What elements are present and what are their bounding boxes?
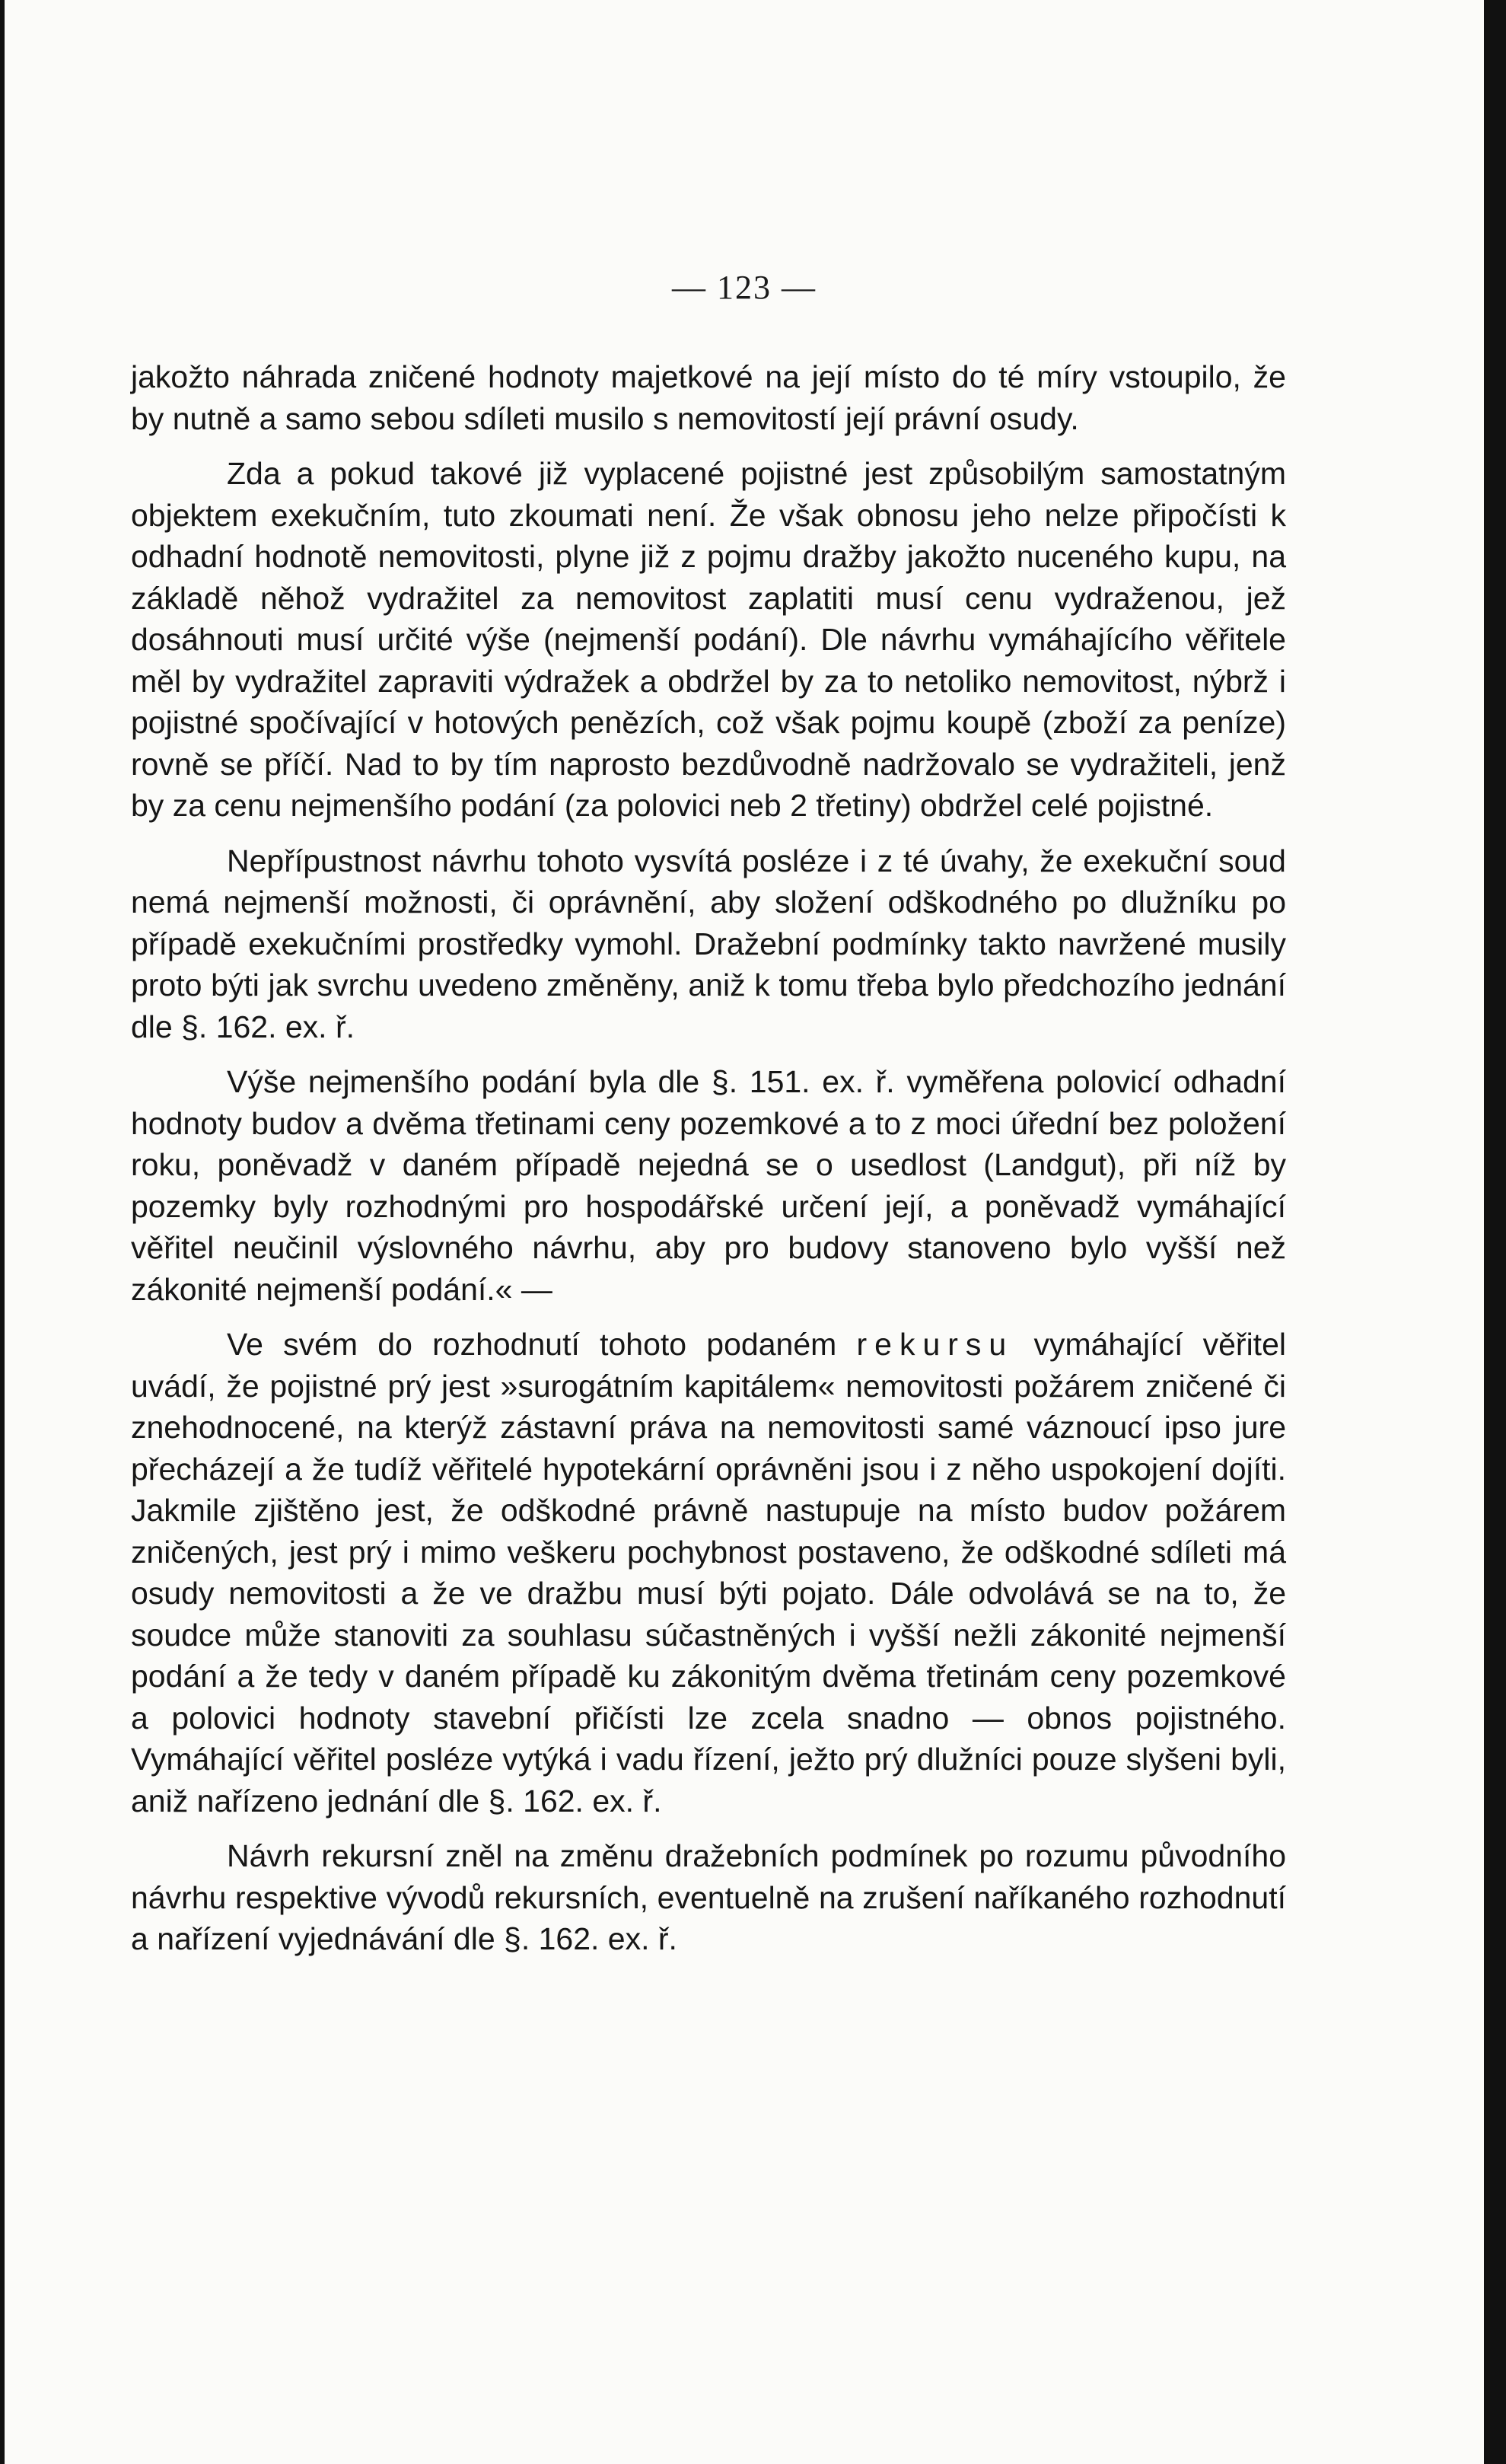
paragraph-1: jakožto náhrada zničené hodnoty majetkové na její místo do té míry vstoupilo, že by nutně a samo sebou sdíleti musilo s nemovitostí její právní osudy. bbox=[131, 359, 1286, 436]
paragraph-5-text-before: Ve svém do rozhodnutí tohoto podaném bbox=[227, 1327, 857, 1362]
paragraph-5 bbox=[131, 1324, 1286, 1822]
document-page bbox=[5, 0, 1484, 2464]
paragraph-3: Nepřípustnost návrhu tohoto vysvítá posléze i z té úvahy, že exekuční soud nemá nejmenší možnosti, či oprávnění, aby složení odškodného po dlužníku po případě exekučními prostředky vymohl. Dražební podmínky takto navržené musily proto býti jak svrchu uvedeno změněny, aniž k tomu třeba bylo předchozího jednání dle §. 162. ex. ř. bbox=[131, 843, 1286, 1044]
emphasized-word-rekursu: rekursu bbox=[856, 1327, 1014, 1362]
paragraph-6: Návrh rekursní zněl na změnu dražebních podmínek po rozumu původního návrhu respektive vývodů rekursních, eventuelně na zrušení naříkaného rozhodnutí a nařízení vyjednávání dle §. 162. ex. ř. bbox=[131, 1838, 1286, 1956]
body-text bbox=[131, 356, 1286, 1960]
paragraph-5-text-after: vymáhající věřitel uvádí, že pojistné prý jest »surogátním kapitálem« nemovitosti požárem zničené či znehodnocené, na kterýž zástavní práva na nemovitosti samé váznoucí ipso jure přecházejí a že tudíž věřitelé hypotekární oprávněni jsou i z něho uspokojení dojíti. Jakmile zjištěno jest, že odškodné právně nastupuje na místo budov požárem zničených, jest prý i mimo veškeru pochybnost postaveno, že odškodné sdíleti má osudy nemovitosti a že ve dražbu musí býti pojato. Dále odvolává se na to, že soudce může stanoviti za souhlasu súčastněných i vyšší nežli zákonité nejmenší podání a že tedy v daném případě ku zákonitým dvěma třetinám ceny pozemkové a polovici hodnoty stavební přičísti lze zcela snadno — obnos pojistného. Vymáhající věřitel posléze vytýká i vadu řízení, ježto prý dlužníci pouze slyšeni byli, aniž nařízeno jednání dle §. 162. ex. ř. bbox=[131, 1327, 1286, 1819]
page-number: — 123 — bbox=[672, 269, 817, 306]
paragraph-4: Výše nejmenšího podání byla dle §. 151. ex. ř. vyměřena polovicí odhadní hodnoty budov a dvěma třetinami ceny pozemkové a to z moci úřední bez položení roku, poněvadž v daném případě nejedná se o usedlost (Landgut), při níž by pozemky byly rozhodnými pro hospodářské určení její, a poněvadž vymáhající věřitel neučinil výslovného návrhu, aby pro budovy stanoveno bylo vyšší než zákonité nejmenší podání.« — bbox=[131, 1064, 1286, 1307]
paragraph-2: Zda a pokud takové již vyplacené pojistné jest způsobilým samostatným objektem exekučním, tuto zkoumati není. Že však obnosu jeho nelze připočísti k odhadní hodnotě nemovitosti, plyne již z pojmu dražby jakožto nuceného kupu, na základě něhož vydražitel za nemovitost zaplatiti musí cenu vydraženou, jež dosáhnouti musí určité výše (nejmenší podání). Dle návrhu vymáhajícího věřitele měl by vydražitel zapraviti výdražek a obdržel by za to netoliko nemovitost, nýbrž i pojistné spočívající v hotových penězích, což však pojmu koupě (zboží za peníze) rovně se příčí. Nad to by tím naprosto bezdůvodně nadržovalo se vydražiteli, jenž by za cenu nejmenšího podání (za polovici neb 2 třetiny) obdržel celé pojistné. bbox=[131, 456, 1286, 823]
